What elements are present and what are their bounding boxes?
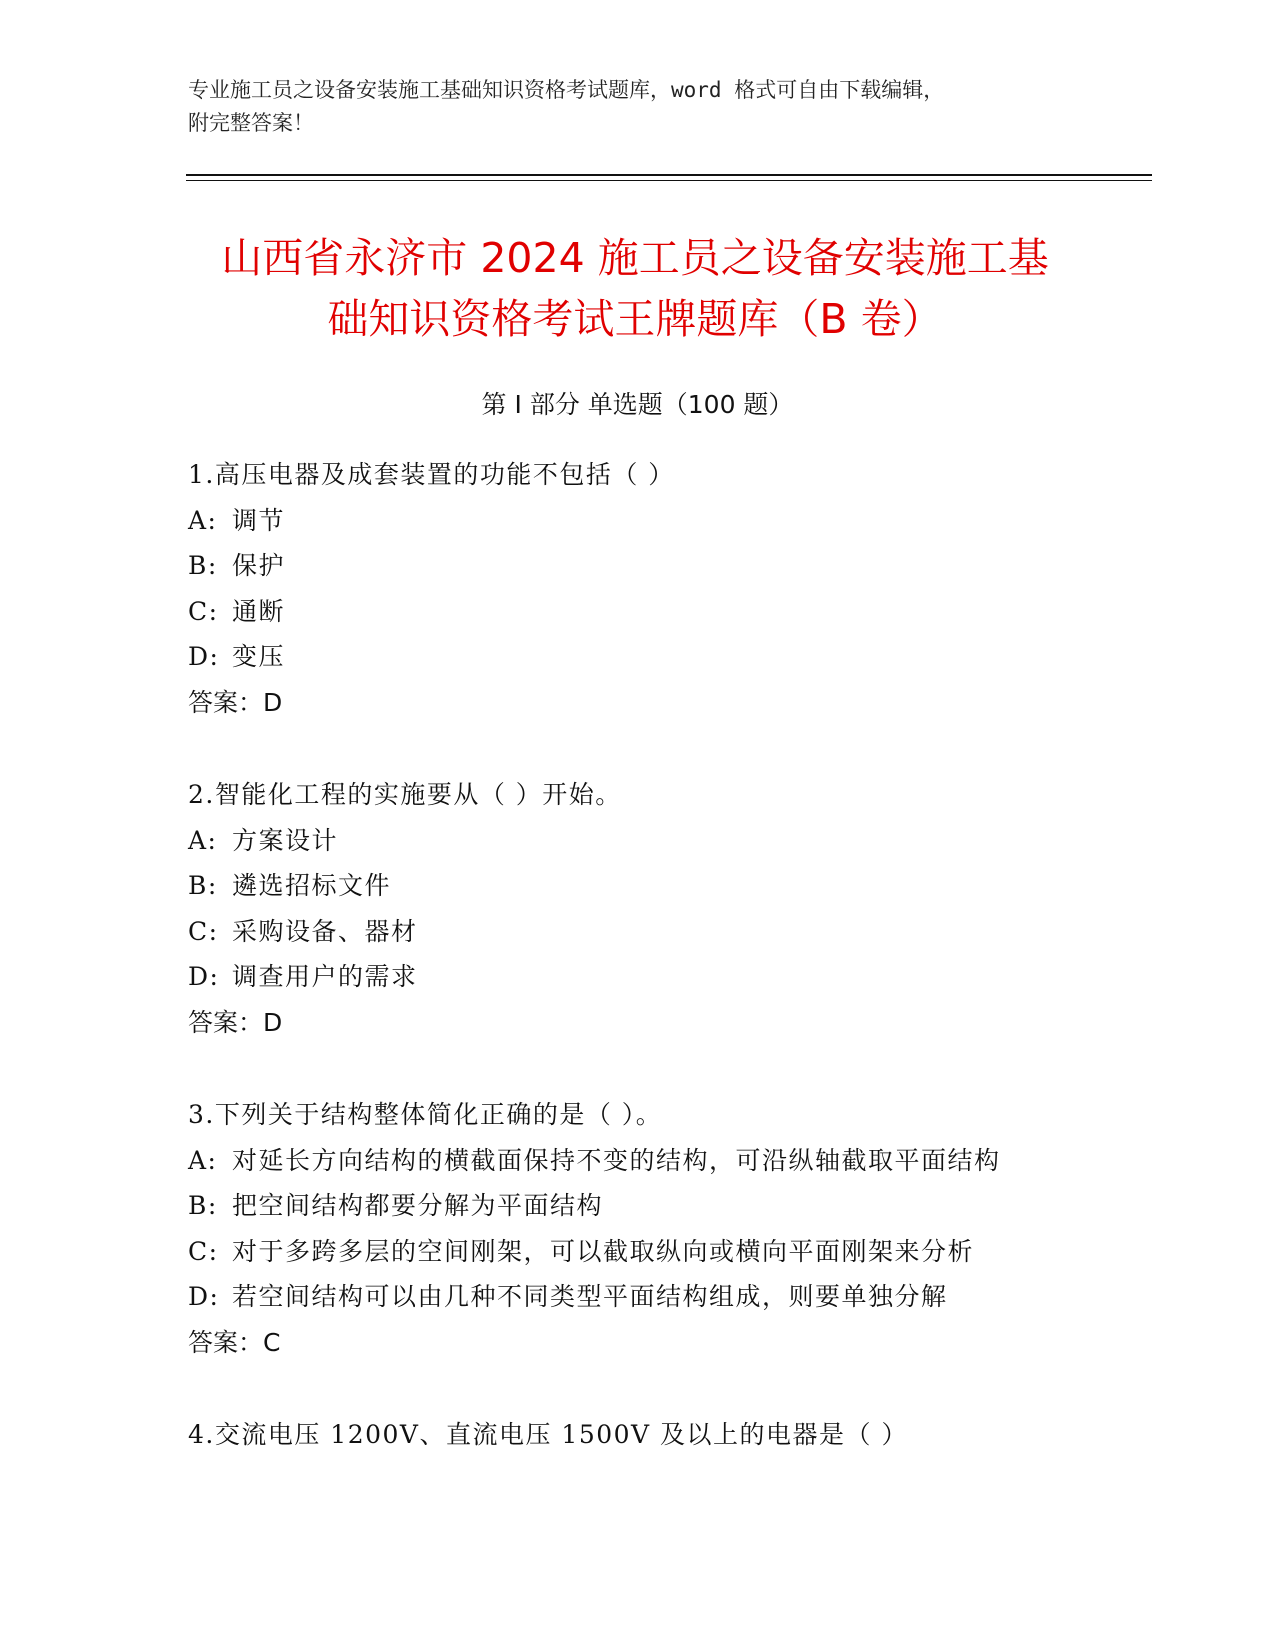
answer-line: 答案：D: [188, 1007, 283, 1037]
document-title: [180, 228, 1090, 350]
header-note-line: 专业施工员之设备安装施工基础知识资格考试题库，word 格式可自由下载编辑，: [188, 78, 945, 102]
document-title-line: 础知识资格考试王牌题库（B 卷）: [327, 295, 943, 343]
option-letter: C:: [188, 1236, 219, 1266]
answer-line: 答案：C: [188, 1327, 281, 1357]
option-text: 遴选招标文件: [232, 871, 392, 900]
option-text: 采购设备、器材: [232, 916, 418, 946]
option-letter: A:: [188, 1145, 218, 1175]
header-divider-thick: [186, 174, 1152, 176]
option-d: [188, 634, 1148, 680]
question-1: [188, 452, 1148, 725]
header-note: [188, 74, 1088, 140]
question-stem: 3.下列关于结构整体简化正确的是（ ）。: [188, 1100, 663, 1129]
option-letter: B:: [188, 1191, 218, 1220]
option-b: [188, 543, 1148, 589]
option-letter: D:: [188, 1282, 220, 1311]
option-text: 调查用户的需求: [232, 962, 418, 991]
answer-line: 答案：D: [188, 687, 283, 717]
option-text: 把空间结构都要分解为平面结构: [232, 1191, 604, 1220]
option-c: [188, 909, 1148, 955]
option-b: [188, 1183, 1148, 1229]
option-letter: A:: [188, 825, 218, 855]
question-stem: 4.交流电压 1200V、直流电压 1500V 及以上的电器是（ ）: [188, 1420, 908, 1449]
option-a: [188, 498, 1148, 544]
question-stem: 2.智能化工程的实施要从（ ）开始。: [188, 780, 622, 809]
option-letter: C:: [188, 596, 219, 626]
option-d: [188, 1274, 1148, 1320]
option-letter: B:: [188, 871, 218, 900]
option-text: 调节: [232, 505, 286, 535]
option-text: 通断: [232, 596, 286, 626]
option-b: [188, 863, 1148, 909]
option-text: 变压: [232, 642, 286, 671]
question-stem: 1.高压电器及成套装置的功能不包括（ ）: [188, 460, 675, 489]
question-4: [188, 1412, 1148, 1458]
option-text: 对延长方向结构的横截面保持不变的结构，可沿纵轴截取平面结构: [232, 1145, 1001, 1175]
option-text: 对于多跨多层的空间刚架，可以截取纵向或横向平面刚架来分析: [232, 1236, 975, 1266]
section-heading: 第 I 部分 单选题（100 题）: [481, 390, 794, 419]
question-2: [188, 772, 1148, 1045]
option-d: [188, 954, 1148, 1000]
header-note-line: 附完整答案！: [188, 111, 314, 135]
option-a: [188, 1138, 1148, 1184]
option-text: 方案设计: [232, 825, 339, 855]
option-text: 若空间结构可以由几种不同类型平面结构组成，则要单独分解: [232, 1282, 948, 1311]
option-text: 保护: [232, 551, 286, 580]
option-c: [188, 1229, 1148, 1275]
header-divider-thin: [186, 180, 1152, 181]
option-letter: A:: [188, 505, 218, 535]
option-c: [188, 589, 1148, 635]
option-a: [188, 818, 1148, 864]
option-letter: D:: [188, 962, 220, 991]
option-letter: C:: [188, 916, 219, 946]
option-letter: D:: [188, 642, 220, 671]
document-title-line: 山西省永济市 2024 施工员之设备安装施工基: [221, 234, 1049, 282]
option-letter: B:: [188, 551, 218, 580]
question-3: [188, 1092, 1148, 1365]
